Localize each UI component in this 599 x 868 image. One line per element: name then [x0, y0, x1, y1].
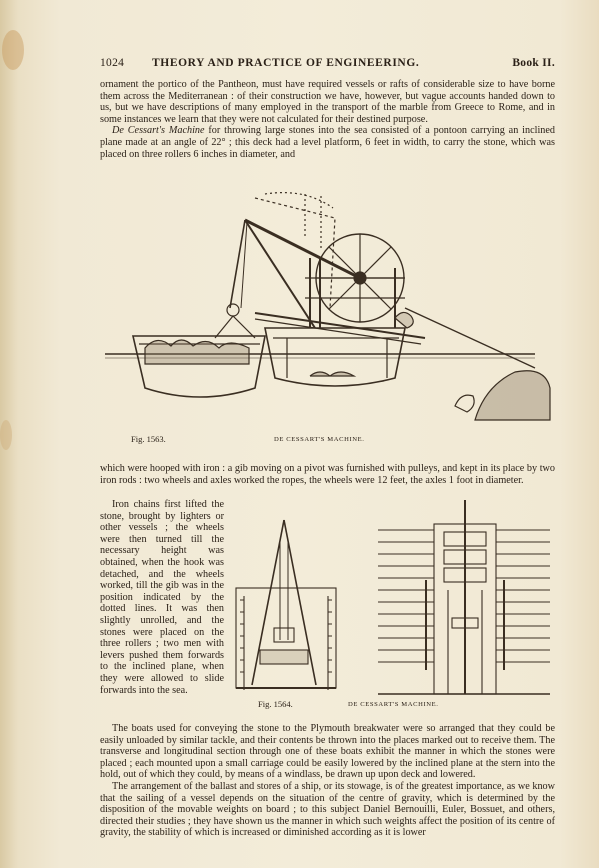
paragraph: De Cessart's Machine for throwing large stones into the sea consisted of a pontoon carrying an inclined plane made at an angle of 22° ; this deck had a level platform, 6 feet in width, to carry the stone, which was placed on three rollers 6 inches in diameter, and: [100, 125, 555, 160]
figure-1563-caption: DE CESSART'S MACHINE.: [274, 436, 365, 443]
page-number: 1024: [100, 57, 125, 69]
running-title: THEORY AND PRACTICE OF ENGINEERING.: [152, 57, 420, 69]
page-stain: [2, 30, 24, 70]
text-block-narrow: [100, 499, 224, 696]
paragraph: The boats used for conveying the stone to the Plymouth breakwater were so arranged that they could be easily unloaded by similar tackle, and their contents be thrown into the places marked out to receive them. The transverse and longitudinal section through one of these boats exhibit the manner in which the stones were placed ; each mounted upon a small carriage could be easily lowered by the inclined plane at the stern into the hold, out of which they could, by means of a windlass, be drawn up upon deck and lowered.: [100, 723, 555, 781]
figure-1563-label: Fig. 1563.: [131, 434, 166, 444]
paragraph: ornament the portico of the Pantheon, must have required vessels or rafts of considerable size to have borne them across the Mediterranean : of their construction we have, however, but vague accounts handed down to us, but we have descriptions of many employed in the transport of the marble from Greece to Rome, and in some instances we learn that they were not calculated for their destined purpose.: [100, 79, 555, 125]
italic-term: De Cessart's Machine: [112, 125, 205, 137]
paragraph: The arrangement of the ballast and stores of a ship, or its stowage, is of the greatest importance, as we know that the sailing of a vessel depends on the situation of the centre of gravity, which is determined by the disposition of the movable weights on board ; to this subject Daniel Bernouilli, Euler, Bossuet, and others, directed their studies ; they have shown us the manner in which such weights affect the position of its centre of gravity, the stability of which is increased or diminished according as it is lower: [100, 780, 555, 839]
paragraph: Iron chains first lifted the stone, brought by lighters or other vessels ; the wheels were then turned till the necessary height was obtained, when the hook was detached, and the wheels worked, till the gib was in the position indicated by the dotted lines. It was then slightly unrolled, and the stones were placed on the three rollers ; two men with levers pushed them forwards to the inclined plane, when they were allowed to slide forwards into the sea.: [100, 499, 224, 696]
text-block-top: [100, 79, 555, 160]
figure-1564-drawing: [232, 500, 552, 700]
figure-1564-label: Fig. 1564.: [258, 699, 293, 709]
figure-1564-caption: DE CESSART'S MACHINE.: [348, 701, 439, 708]
text-block-bottom: [100, 723, 555, 839]
page-stain: [0, 420, 12, 450]
running-header: [100, 57, 555, 71]
text-block-middle: [100, 463, 555, 486]
figure-1563-drawing: [105, 188, 555, 433]
paragraph: which were hooped with iron : a gib moving on a pivot was furnished with pulleys, and kept in its place by two iron rods : two wheels and axles worked the ropes, the wheels were 12 feet, the axles 1 foot in diameter.: [100, 463, 555, 486]
book-number: Book II.: [512, 57, 555, 69]
